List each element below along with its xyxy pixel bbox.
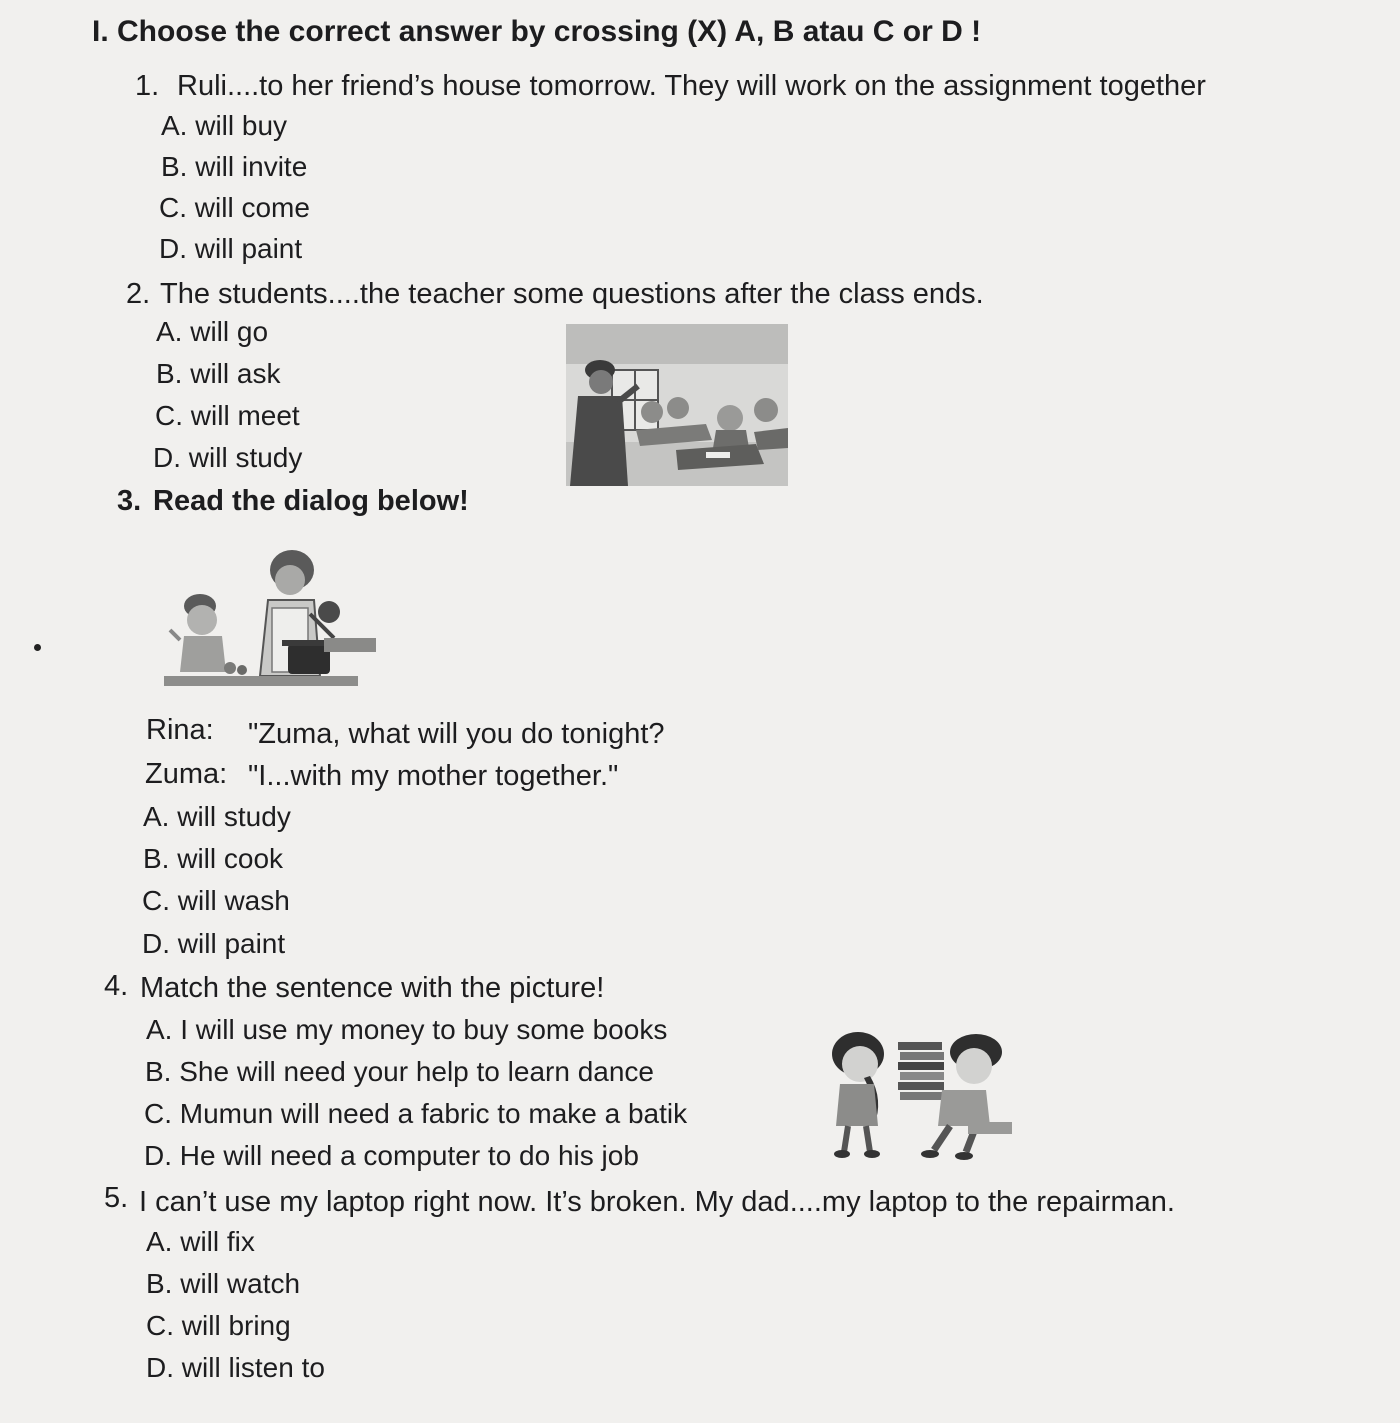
question-1-option-b[interactable]: B. will invite (161, 151, 308, 182)
dialog-line-zuma: "I...with my mother together." (248, 760, 619, 792)
question-1-option-a[interactable]: A. will buy (161, 110, 288, 141)
question-3-text: Read the dialog below! (153, 485, 469, 517)
question-2-option-b[interactable]: B. will ask (156, 358, 281, 389)
question-5-text: I can’t use my laptop right now. It’s broken. My dad....my laptop to the repairman. (139, 1186, 1175, 1218)
question-5-option-a[interactable]: A. will fix (146, 1226, 255, 1257)
classroom-picture (566, 324, 788, 486)
question-5-option-b[interactable]: B. will watch (146, 1268, 301, 1299)
question-3-option-a[interactable]: A. will study (143, 801, 291, 832)
question-4-text: Match the sentence with the picture! (140, 972, 605, 1004)
question-3-number: 3. (117, 485, 142, 517)
question-4-option-b[interactable]: B. She will need your help to learn dance (145, 1056, 654, 1087)
question-5-option-d[interactable]: D. will listen to (146, 1352, 325, 1383)
question-1-option-c[interactable]: C. will come (159, 192, 310, 223)
question-1-text: Ruli....to her friend’s house tomorrow. They will work on the assignment together (177, 70, 1206, 102)
question-5-number: 5. (104, 1182, 129, 1214)
question-1-option-d[interactable]: D. will paint (159, 233, 303, 264)
kids-books-picture (826, 1030, 1012, 1164)
stray-dot (34, 644, 41, 651)
question-4-option-d[interactable]: D. He will need a computer to do his job (144, 1140, 639, 1171)
question-3-option-d[interactable]: D. will paint (142, 928, 286, 959)
question-3-option-b[interactable]: B. will cook (143, 843, 284, 874)
question-2-number: 2. (126, 278, 151, 310)
dialog-speaker-rina: Rina: (146, 714, 214, 746)
cooking-picture (164, 548, 378, 692)
question-4-option-a[interactable]: A. I will use my money to buy some books (146, 1014, 668, 1045)
question-2-option-c[interactable]: C. will meet (155, 400, 300, 431)
dialog-speaker-zuma: Zuma: (145, 758, 228, 790)
question-2-option-d[interactable]: D. will study (153, 442, 303, 473)
question-2-option-a[interactable]: A. will go (156, 316, 269, 347)
question-3-option-c[interactable]: C. will wash (142, 885, 290, 916)
dialog-line-rina: "Zuma, what will you do tonight? (248, 718, 665, 750)
question-1-number: 1. (135, 70, 160, 102)
section-heading: I. Choose the correct answer by crossing (X) A, B atau C or D ! (92, 15, 982, 48)
question-4-option-c[interactable]: C. Mumun will need a fabric to make a batik (144, 1098, 688, 1129)
question-5-option-c[interactable]: C. will bring (146, 1310, 291, 1341)
question-4-number: 4. (104, 970, 129, 1002)
question-2-text: The students....the teacher some questions after the class ends. (160, 278, 984, 310)
